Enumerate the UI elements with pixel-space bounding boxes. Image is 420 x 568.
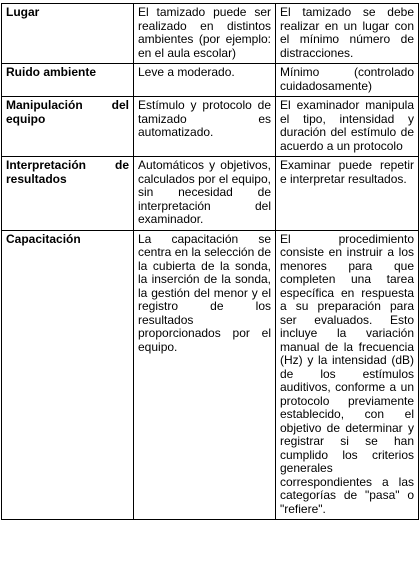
- row-label-manipulacion: Manipulación del equipo: [2, 97, 134, 157]
- cell-automated: La capacitación se centra en la selección de la cubierta de la sonda, la inserción de la sonda, la gestión del menor y el registro de los resultados proporcionados por el equipo.: [134, 230, 276, 520]
- cell-automated: El tamizado puede ser realizado en distintos ambientes (por ejemplo: en el aula escolar): [134, 4, 276, 64]
- cell-conventional: Mínimo (controlado cuidadosamente): [276, 64, 419, 97]
- row-label-interpretacion: Interpretación de resultados: [2, 157, 134, 231]
- table-row: [2, 4, 419, 64]
- table-row: [2, 157, 419, 231]
- cell-automated: Estímulo y protocolo de tamizado es automatizado.: [134, 97, 276, 157]
- row-label-lugar: Lugar: [2, 4, 134, 64]
- row-label-capacitacion: Capacitación: [2, 230, 134, 520]
- table-row: [2, 64, 419, 97]
- cell-conventional: Examinar puede repetir e interpretar resultados.: [276, 157, 419, 231]
- cell-automated: Leve a moderado.: [134, 64, 276, 97]
- cell-conventional: El procedimiento consiste en instruir a los menores para que completen una tarea específica en respuesta a su preparación para ser evaluados. Esto incluye la variación manual de la frecuencia (Hz) y la intensidad (dB) de los estímulos auditivos, conforme a un protocolo previamente establecido, con el objetivo de determinar y registrar si se han cumplido los criterios generales correspondientes a las categorías de "pasa" o "refiere".: [276, 230, 419, 520]
- table-row: [2, 97, 419, 157]
- row-label-ruido: Ruido ambiente: [2, 64, 134, 97]
- table-row: [2, 230, 419, 520]
- cell-conventional: El tamizado se debe realizar en un lugar con el mínimo número de distracciones.: [276, 4, 419, 64]
- cell-conventional: El examinador manipula el tipo, intensidad y duración del estímulo de acuerdo a un protocolo: [276, 97, 419, 157]
- comparison-table: [1, 3, 419, 520]
- cell-automated: Automáticos y objetivos, calculados por el equipo, sin necesidad de interpretación del examinador.: [134, 157, 276, 231]
